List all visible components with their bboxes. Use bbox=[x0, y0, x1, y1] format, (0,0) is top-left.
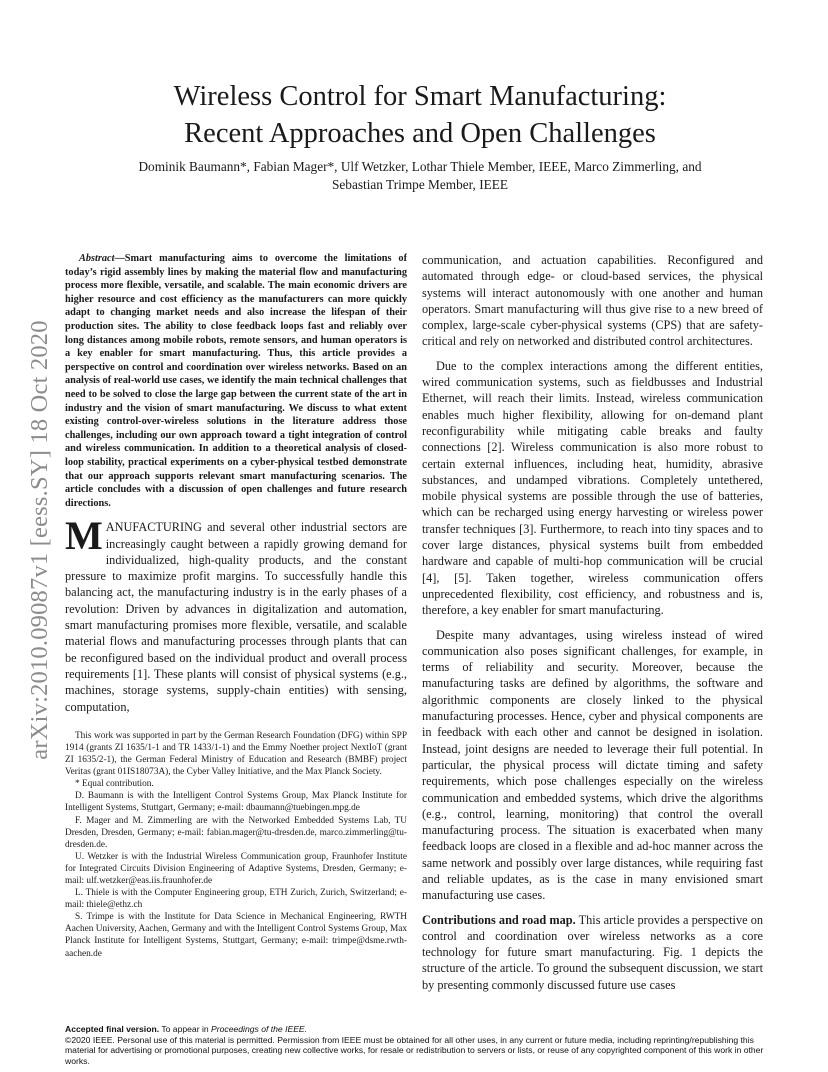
footnote-affiliation-baumann: D. Baumann is with the Intelligent Control Systems Group, Max Planck Institute for Intelligent Systems, Stuttgart, Germany; e-mail: dbaumann@tuebingen.mpg.de bbox=[65, 791, 407, 814]
arxiv-sidebar bbox=[20, 300, 60, 780]
body-paragraph-3: Despite many advantages, using wireless instead of wired communication also poses significant challenges, for example, in terms of reliability and security. Moreover, because the manufacturing tasks are defined by algorithms, the software and algorithmic components are closely linked to the physical manufacturing processes. Hence, cyber and physical components are in feedback with each other and cannot be designed in isolation. Instead, joint designs are needed to leverage their full potential. In particular, the physical process will dictate timing and safety requirements, which pose challenges especially on the wireless communication and embedded systems, which drive the algorithms (e.g., control, learning, monitoring) that control the overall manufacturing process. The situation is exacerbated when many feedback loops are closed in a flexible and ad-hoc manner across the same network and possibly over large distances, while requiring fast and reliable updates, as is the case in many envisioned smart manufacturing use cases. bbox=[422, 627, 763, 903]
publication-note bbox=[65, 1024, 765, 1066]
abstract bbox=[65, 252, 407, 510]
abstract-text: —Smart manufacturing aims to overcome the limitations of today’s rigid assembly lines by making the material flow and manufacturing process more flexible, versatile, and scalable. The main economic drivers are higher resource and cost efficiency as the manufacturers can more quickly adapt to changing market needs and also increase the lifespan of their production sites. The ability to close feedback loops fast and reliably over long distances among mobile robots, remote sensors, and human operators is a key enabler for smart manufacturing. Thus, this article provides a perspective on control and coordination over wireless networks. Based on an analysis of real-world use cases, we identify the main technical challenges that need to be solved to close the large gap between the current state of the art in industry and the vision of smart manufacturing. We discuss to what extent existing control-over-wireless solutions in the literature address those challenges, including our own approach toward a tight integration of control and wireless communication. In addition to a theoretical analysis of closed-loop stability, practical experiments on a cyber-physical testbed demonstrate that our approach supports relevant smart manufacturing scenarios. The article concludes with a discussion of open challenges and future research directions. bbox=[65, 253, 407, 509]
title-line-2: Recent Approaches and Open Challenges bbox=[184, 118, 656, 149]
roadmap-heading: Contributions and road map. bbox=[422, 912, 576, 927]
roadmap-text: This article provides a perspective on control and coordination over wireless networks as a core technology for future smart manufacturing. Fig. 1 depicts the structure of the article. To ground the subsequent discussion, we start by presenting commonly discussed future use cases bbox=[422, 912, 763, 992]
paper-title bbox=[70, 78, 770, 152]
publication-status bbox=[65, 1024, 765, 1035]
right-column bbox=[422, 252, 763, 1018]
title-line-1: Wireless Control for Smart Manufacturing: bbox=[173, 81, 667, 112]
drop-cap: M bbox=[65, 513, 103, 559]
roadmap-paragraph bbox=[422, 912, 763, 993]
intro-text: ANUFACTURING and several other industrial sectors are increasingly caught between a rapidly growing demand for individualized, high-quality products, and the constant pressure to maximize profit margins. To successfully handle this balancing act, the manufacturing industry is in the early phases of a revolution: Driven by advances in digitalization and automation, smart manufacturing promises more flexible, versatile, and scalable material flows and manufacturing processes through plants that can be reconfigured based on the individual product and overall process requirements [1]. These plants will consist of physical systems (e.g., machines, storage systems, supply-chain entities) with sensing, computation, bbox=[65, 520, 407, 714]
intro-paragraph bbox=[65, 513, 407, 715]
footnote-affiliation-thiele: L. Thiele is with the Computer Engineering group, ETH Zurich, Zurich, Switzerland; e-mail: thiele@ethz.ch bbox=[65, 888, 407, 911]
body-paragraph-1: communication, and actuation capabilities. Reconfigured and automated through edge- or cloud-based services, the physical systems will interact autonomously with one another and human operators. Smart manufacturing will thus give rise to a new breed of complex, large-scale cyber-physical systems (CPS) that are safety-critical and rely on networked and distributed control architectures. bbox=[422, 253, 763, 349]
venue-prefix: To appear in bbox=[161, 1024, 209, 1034]
arxiv-identifier: arXiv:2010.09087v1 [eess.SY] 18 Oct 2020 bbox=[26, 320, 53, 760]
footnote-affiliation-mager-zimmerling: F. Mager and M. Zimmerling are with the Networked Embedded Systems Lab, TU Dresden, Dresden, Germany; e-mail: fabian.mager@tu-dresden.de, marco.zimmerling@tu-dresden.de. bbox=[65, 815, 407, 850]
abstract-label: Abstract bbox=[79, 253, 115, 264]
body-paragraph-2: Due to the complex interactions among the different entities, wired communication systems, such as fieldbusses and Industrial Ethernet, will reach their limits. Instead, wireless communication enables much higher flexibility, allowing for on-demand plant reconfigurability while mitigating cable breaks and faulty connections [2]. Wireless communication is also more robust to certain external influences, including heat, humidity, abrasive substances, and undamped vibrations. Completely untethered, mobile physical systems are possible through the use of batteries, which can be recharged using energy harvesting or wireless power transfer techniques [3]. Furthermore, to reach into tiny spaces and to cover large distances, physical systems built from embedded hardware and capable of multi-hop communication will be crucial [4], [5]. Taken together, wireless communication offers unprecedented flexibility, cost efficiency, and robustness and is, therefore, a key enabler for smart manufacturing. bbox=[422, 358, 763, 618]
accepted-label: Accepted final version. bbox=[65, 1024, 160, 1034]
authors-line-2: Sebastian Trimpe Member, IEEE bbox=[332, 177, 508, 192]
footnote-affiliation-wetzker: U. Wetzker is with the Industrial Wireless Communication group, Fraunhofer Institute for Integrated Circuits Division Engineering of Adaptive Systems, Dresden, Germany; e-mail: ulf.wetzker@eas.iis.fraunhofer.de bbox=[65, 851, 407, 886]
footnote-equal-contribution: * Equal contribution. bbox=[75, 779, 154, 790]
authors-line-1: Dominik Baumann*, Fabian Mager*, Ulf Wetzker, Lothar Thiele Member, IEEE, Marco Zimmerling, and bbox=[138, 159, 702, 174]
author-list bbox=[70, 158, 770, 194]
copyright-notice: ©2020 IEEE. Personal use of this material is permitted. Permission from IEEE must be obtained for all other uses, in any current or future media, including reprinting/republishing this material for advertising or promotional purposes, creating new collective works, for resale or redistribution to servers or lists, or reuse of any copyrighted component of this work in other works. bbox=[65, 1034, 764, 1066]
venue-name: Proceedings of the IEEE. bbox=[211, 1024, 308, 1034]
left-column bbox=[65, 252, 407, 1018]
footnote-funding: This work was supported in part by the German Research Foundation (DFG) within SPP 1914 (grants ZI 1635/1-1 and TR 1433/1-1) and the Emmy Noether project NextIoT (grant ZI 1635/2-1), the German Federal Ministry of Education and Research (BMBF) project Veritas (grant 01IS18073A), the Cyber Valley Initiative, and the Max Planck Society. bbox=[65, 730, 407, 778]
footnote-affiliation-trimpe: S. Trimpe is with the Institute for Data Science in Mechanical Engineering, RWTH Aachen University, Aachen, Germany and with the Intelligent Control Systems Group, Max Planck Institute for Intelligent Systems, Stuttgart, Germany; e-mail: trimpe@dsme.rwth-aachen.de bbox=[65, 912, 407, 959]
